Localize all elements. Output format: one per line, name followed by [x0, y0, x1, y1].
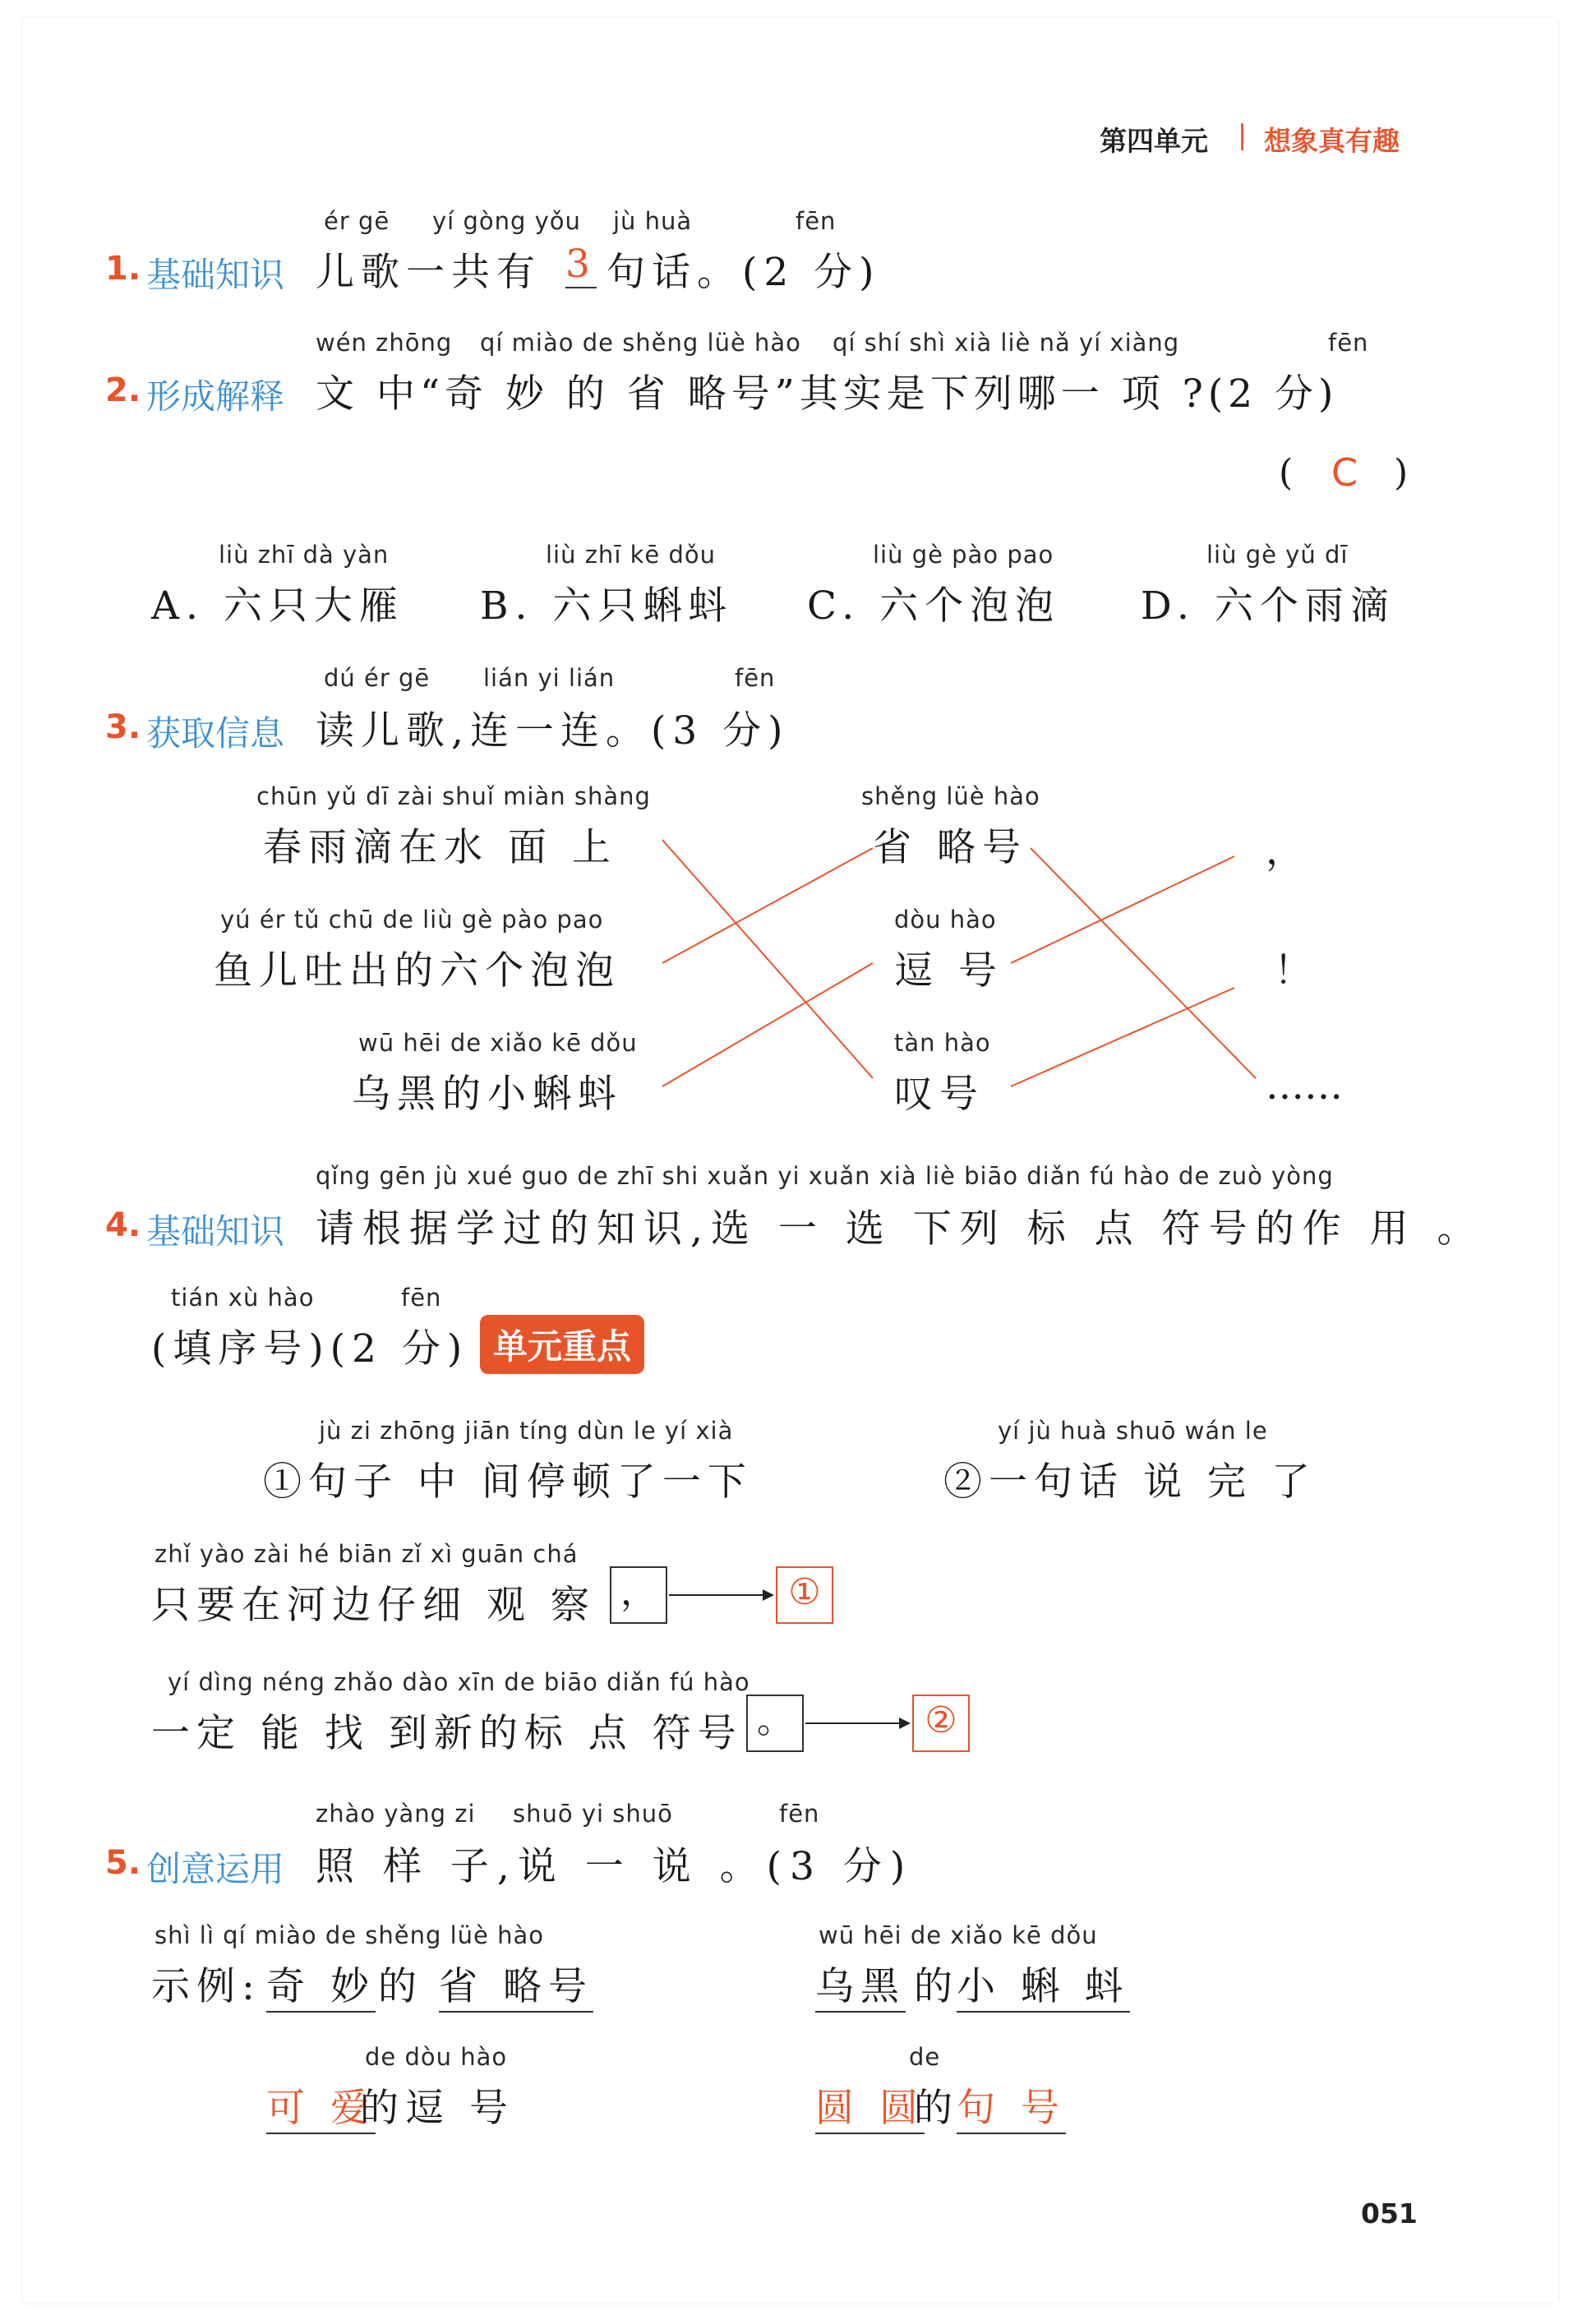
unit-title: 第四单元 [1100, 125, 1208, 157]
q4-choice-2-pinyin: yí jù huà shuō wán le [998, 1417, 1268, 1445]
q2-text: 文 中“奇 妙 的 省 略号”其实是下列哪一 项 ?(2 分) [316, 371, 1339, 417]
q3-number: 3. [105, 708, 141, 746]
q2-pinyin-4: fēn [1328, 329, 1369, 357]
q4-pinyin2-1: tián xù hào [171, 1284, 315, 1312]
q2-option-c: C. 六个泡泡 [807, 583, 1061, 629]
q4-number: 4. [105, 1206, 141, 1244]
q4-row-2-pinyin: yí dìng néng zhǎo dào xīn de biāo diǎn fú hào [168, 1668, 750, 1696]
q4-pinyin: qǐng gēn jù xué guo de zhī shi xuǎn yi xuǎn xià liè biāo diǎn fú hào de zuò yòng [316, 1162, 1334, 1190]
q2-pinyin-2: qí miào de shěng lüè hào [480, 329, 801, 357]
q4-row-1-arrow [669, 1583, 776, 1607]
q5-pinyin-2: shuō yi shuō [513, 1800, 673, 1828]
q5-answer2-word-a: 圆 圆 [815, 2077, 925, 2134]
q5-example2-word-a: 乌黑 [815, 1956, 906, 2013]
q4-text2: (填序号)(2 分) [151, 1326, 469, 1372]
q2-option-b: B. 六只蝌蚪 [480, 583, 734, 629]
q3-right-exclamation: ！ [1274, 948, 1319, 994]
q3-mid-2-pinyin: dòu hào [894, 906, 997, 934]
match-line-6 [1011, 988, 1234, 1086]
q1-text-a: 儿歌一共有 [316, 250, 542, 295]
q5-answer1-rest: 的逗 号 [360, 2086, 514, 2131]
q5-example-de: 的 [378, 1964, 423, 2009]
q5-answer1-word: 可 爱 [266, 2077, 376, 2134]
q3-mid-1-pinyin: shěng lüè hào [861, 782, 1040, 810]
q4-choice-1: ①句子 中 间停顿了一下 [263, 1459, 753, 1505]
q5-text: 照 样 子,说 一 说 。(3 分) [316, 1844, 914, 1889]
q3-left-1-pinyin: chūn yǔ dī zài shuǐ miàn shàng [256, 782, 651, 810]
page-number: 051 [1361, 2197, 1418, 2229]
q4-row-2-arrow [805, 1711, 912, 1736]
q3-left-2: 鱼儿吐出的六个泡泡 [214, 948, 620, 994]
q5-answer2-pinyin: de [909, 2043, 941, 2071]
q5-example2-pinyin: wū hēi de xiǎo kē dǒu [819, 1921, 1098, 1949]
q2-number: 2. [105, 371, 141, 409]
q5-answer1-pinyin: de dòu hào [365, 2043, 508, 2071]
q3-left-3: 乌黑的小蝌蚪 [352, 1072, 623, 1117]
match-line-2 [662, 848, 873, 963]
q3-right-comma: ， [1266, 828, 1311, 874]
q4-category: 基础知识 [146, 1211, 285, 1252]
q1-number: 1. [105, 250, 141, 288]
q4-row-1-text: 只要在河边仔细 观 察 [151, 1583, 596, 1628]
q3-pinyin-1: dú ér gē [324, 664, 431, 692]
q5-answer2-de: 的 [914, 2086, 959, 2131]
q4-row-2-text: 一定 能 找 到新的标 点 符号 [151, 1711, 743, 1756]
q5-category: 创意运用 [146, 1849, 285, 1889]
header-separator: | [1238, 118, 1248, 150]
q1-pinyin-2: yí gòng yǒu [432, 207, 581, 235]
q4-row-1-answer-box: ① [776, 1566, 833, 1624]
q5-answer2-word-b: 句 号 [957, 2077, 1066, 2134]
q4-text: 请根据学过的知识,选 一 选 下列 标 点 符号的作 用 。 [316, 1206, 1484, 1252]
q2-option-a: A. 六只大雁 [151, 583, 404, 629]
q3-right-ellipsis: …… [1266, 1063, 1343, 1109]
q5-example2-word-b: 小 蝌 蚪 [957, 1956, 1130, 2013]
q4-row-1-pinyin: zhǐ yào zài hé biān zǐ xì guān chá [155, 1540, 579, 1568]
unit-theme: 想象真有趣 [1264, 125, 1400, 157]
q4-pinyin2-2: fēn [401, 1284, 442, 1312]
match-line-1 [662, 840, 873, 1078]
q4-row-2-mark-box: 。 [746, 1695, 804, 1752]
q4-choice-1-pinyin: jù zi zhōng jiān tíng dùn le yí xià [319, 1417, 734, 1445]
q2-paren-right: ) [1394, 452, 1409, 494]
match-line-3 [662, 963, 873, 1086]
q3-mid-3: 叹号 [894, 1072, 985, 1117]
q1-pinyin-3: jù huà [613, 207, 693, 235]
q3-pinyin-2: lián yi lián [483, 664, 616, 692]
q2-option-c-pinyin: liù gè pào pao [873, 541, 1054, 569]
q2-pinyin-1: wén zhōng [316, 329, 453, 357]
q5-number: 5. [105, 1844, 141, 1882]
q3-left-3-pinyin: wū hēi de xiǎo kē dǒu [358, 1029, 638, 1057]
q3-pinyin-3: fēn [735, 664, 776, 692]
q4-row-1-mark-box: ， [610, 1566, 667, 1624]
q2-paren-left: ( [1279, 452, 1294, 494]
q2-pinyin-3: qí shí shì xià liè nǎ yí xiàng [833, 329, 1180, 357]
q1-category: 基础知识 [146, 255, 285, 295]
q3-category: 获取信息 [146, 713, 285, 754]
q3-mid-3-pinyin: tàn hào [894, 1029, 991, 1057]
q2-option-d: D. 六个雨滴 [1141, 583, 1395, 629]
q5-example2-de: 的 [914, 1964, 959, 2009]
q5-pinyin-3: fēn [779, 1800, 820, 1828]
q2-category: 形成解释 [146, 376, 285, 417]
q5-example-word-b: 省 略号 [439, 1956, 593, 2013]
q2-option-d-pinyin: liù gè yǔ dī [1206, 541, 1349, 569]
q2-option-a-pinyin: liù zhī dà yàn [219, 541, 390, 569]
q5-example-label: 示例: [151, 1964, 261, 2009]
q5-example-word-a: 奇 妙 [266, 1956, 376, 2013]
q5-example-pinyin: shì lì qí miào de shěng lüè hào [155, 1921, 545, 1949]
match-line-4 [1031, 848, 1256, 1078]
q2-answer: C [1331, 450, 1358, 495]
q1-pinyin-4: fēn [796, 207, 837, 235]
q3-text: 读儿歌,连一连。(3 分) [316, 708, 790, 754]
q1-pinyin-1: ér gē [324, 207, 390, 235]
match-line-5 [1011, 856, 1234, 963]
q3-left-1: 春雨滴在水 面 上 [263, 825, 617, 870]
q4-row-2-answer-box: ② [912, 1695, 970, 1752]
q3-mid-1: 省 略号 [873, 825, 1027, 870]
q1-answer: 3 [565, 242, 597, 287]
q2-option-b-pinyin: liù zhī kē dǒu [546, 541, 716, 569]
q3-mid-2: 逗 号 [894, 948, 1003, 994]
q1-text-b: 句话。(2 分) [607, 250, 881, 295]
unit-key-badge: 单元重点 [480, 1315, 644, 1374]
q4-choice-2: ②一句话 说 完 了 [943, 1459, 1317, 1505]
q3-left-2-pinyin: yú ér tǔ chū de liù gè pào pao [220, 906, 604, 934]
workbook-page [23, 18, 1558, 2303]
q5-pinyin-1: zhào yàng zi [316, 1800, 476, 1828]
